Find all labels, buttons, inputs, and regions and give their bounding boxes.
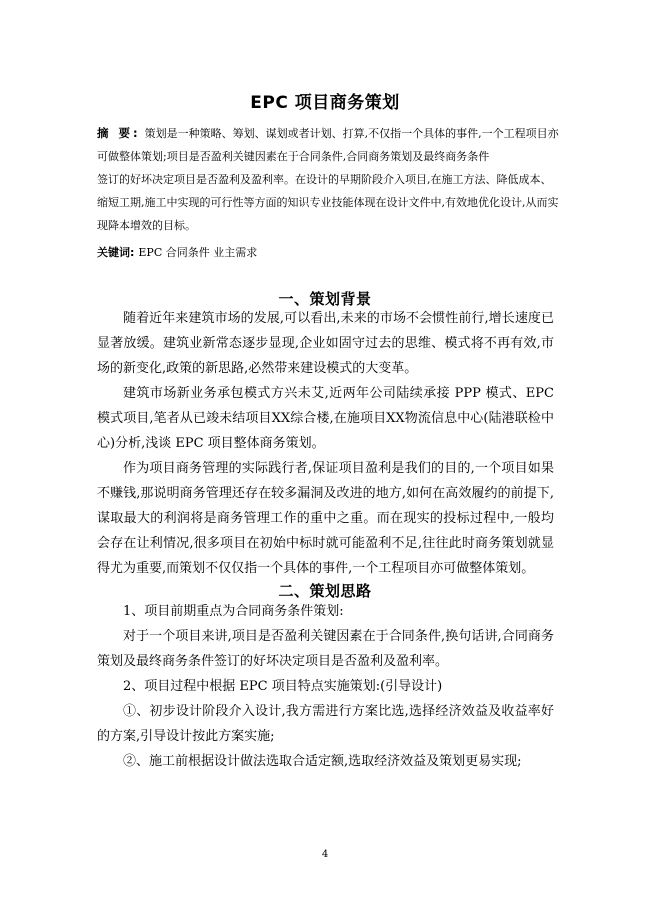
- paragraph: 2、项目过程中根据 EPC 项目特点实施策划:(引导设计): [123, 679, 443, 694]
- keywords: [97, 244, 257, 260]
- abstract: [97, 122, 559, 237]
- abstract-paragraph: 签订的好坏决定项目是否盈利及盈利率。在设计的早期阶段介入项目,在施工方法、降低成本、缩短工期,施工中实现的可行性等方面的知识专业技能体现在设计文件中,有效地优化设计,从而实现降本增效的目标。: [97, 173, 559, 232]
- keywords-value: EPC 合同条件 业主需求: [138, 246, 258, 259]
- abstract-paragraph: [97, 122, 559, 168]
- paragraph: 作为项目商务管理的实际践行者,保证项目盈利是我们的目的,一个项目如果不赚钱,那说明商务管理还存在较多漏洞及改进的地方,如何在高效履约的前提下,谋取最大的利润将是商务管理工作的重中之重。而在现实的投标过程中,一般均会存在让利情况,很多项目在初始中标时就可能盈利不足,往往此时商务策划就显得尤为重要,而策划不仅仅指一个具体的事件,一个工程项目亦可做整体策划。: [97, 461, 554, 576]
- document-title: EPC 项目商务策划: [250, 93, 400, 113]
- paragraph: 建筑市场新业务承包模式方兴未艾,近两年公司陆续承接 PPP 模式、EPC 模式项目,笔者从已竣未结项目XX综合楼,在施项目XX物流信息中心(陆港联检中心)分析,浅谈 EPC 项目整体商务策划。: [97, 386, 554, 451]
- section-heading-background: 一、策划背景: [278, 290, 372, 308]
- page-number: 4: [321, 849, 329, 860]
- section-background-body: [97, 306, 554, 581]
- paragraph: ①、初步设计阶段介入设计,我方需进行方案比选,选择经济效益及收益率好的方案,引导设计按此方案实施;: [97, 704, 554, 744]
- section-approach-body: [97, 599, 554, 774]
- abstract-label: 摘 要:: [97, 126, 141, 140]
- paragraph: 对于一个项目来讲,项目是否盈利关键因素在于合同条件,换句话讲,合同商务策划及最终商务条件签订的好坏决定项目是否盈利及盈利率。: [97, 629, 554, 669]
- abstract-text: 策划是一种策略、筹划、谋划或者计划、打算,不仅指一个具体的事件,一个工程项目亦可做整体策划;项目是否盈利关键因素在于合同条件,合同商务策划及最终商务条件: [97, 127, 559, 163]
- paragraph: 1、项目前期重点为合同商务条件策划:: [123, 604, 344, 619]
- paragraph: ②、施工前根据设计做法选取合适定额,选取经济效益及策划更易实现;: [123, 754, 522, 769]
- keywords-label: 关键词:: [97, 246, 135, 259]
- section-heading-approach: 二、策划思路: [278, 582, 372, 600]
- paragraph: 随着近年来建筑市场的发展,可以看出,未来的市场不会惯性前行,增长速度已显著放缓。建筑业新常态逐步显现,企业如固守过去的思维、模式将不再有效,市场的新变化,政策的新思路,必然带来建设模式的大变革。: [97, 311, 554, 376]
